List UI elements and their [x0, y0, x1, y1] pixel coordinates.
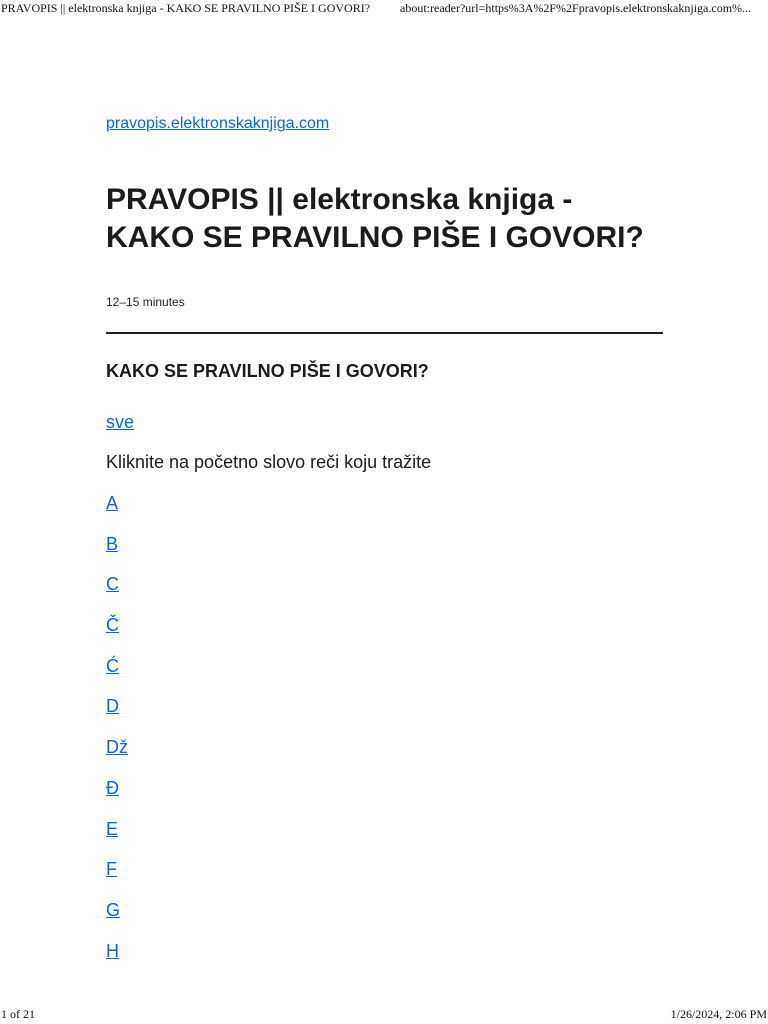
print-header-url: about:reader?url=https%3A%2F%2Fpravopis.elektronskaknjiga.com%...	[400, 1, 752, 15]
section-heading: KAKO SE PRAVILNO PIŠE I GOVORI?	[106, 361, 429, 381]
print-footer	[0, 1006, 768, 1024]
list-item	[106, 898, 663, 939]
letter-link-d[interactable]: D	[106, 696, 119, 717]
list-item	[106, 735, 663, 776]
letter-link-g[interactable]: G	[106, 899, 121, 920]
all-letters-link[interactable]: sve	[106, 412, 135, 432]
domain-link[interactable]: pravopis.elektronskaknjiga.com	[106, 115, 330, 132]
reader-view-content	[106, 112, 663, 979]
letter-link-dz-caron[interactable]: Dž	[106, 737, 128, 758]
list-item	[106, 776, 663, 817]
letter-link-b[interactable]: B	[106, 533, 119, 554]
list-item	[106, 817, 663, 858]
list-item	[106, 491, 663, 532]
letter-link-a[interactable]: A	[106, 493, 119, 513]
letter-link-e[interactable]: E	[106, 818, 119, 839]
instruction-text: Kliknite na početno slovo reči koju tražite	[106, 452, 432, 472]
letter-link-h[interactable]: H	[106, 940, 119, 961]
article-title-line-1: PRAVOPIS || elektronska knjiga -	[106, 183, 573, 216]
print-header	[0, 0, 768, 18]
list-item	[106, 694, 663, 735]
article-title-line-2: KAKO SE PRAVILNO PIŠE I GOVORI?	[106, 221, 644, 254]
header-divider	[106, 332, 663, 334]
letter-link-c-caron[interactable]: Č	[106, 615, 119, 636]
list-item	[106, 857, 663, 898]
article-title	[106, 181, 663, 257]
letter-link-d-stroke[interactable]: Đ	[106, 777, 119, 798]
letter-link-f[interactable]: F	[106, 859, 117, 880]
print-date: 1/26/2024, 2:06 PM	[670, 1007, 767, 1021]
letter-link-c-acute[interactable]: Ć	[106, 655, 119, 676]
list-item	[106, 613, 663, 654]
list-item	[106, 654, 663, 695]
list-item	[106, 572, 663, 613]
page-counter: 1 of 21	[1, 1007, 35, 1021]
list-item	[106, 939, 663, 980]
letter-list	[106, 491, 663, 979]
list-item	[106, 532, 663, 573]
letter-link-c[interactable]: C	[106, 574, 119, 595]
print-header-title: PRAVOPIS || elektronska knjiga - KAKO SE PRAVILNO PIŠE I GOVORI?	[1, 1, 371, 15]
reading-time: 12–15 minutes	[106, 295, 185, 309]
